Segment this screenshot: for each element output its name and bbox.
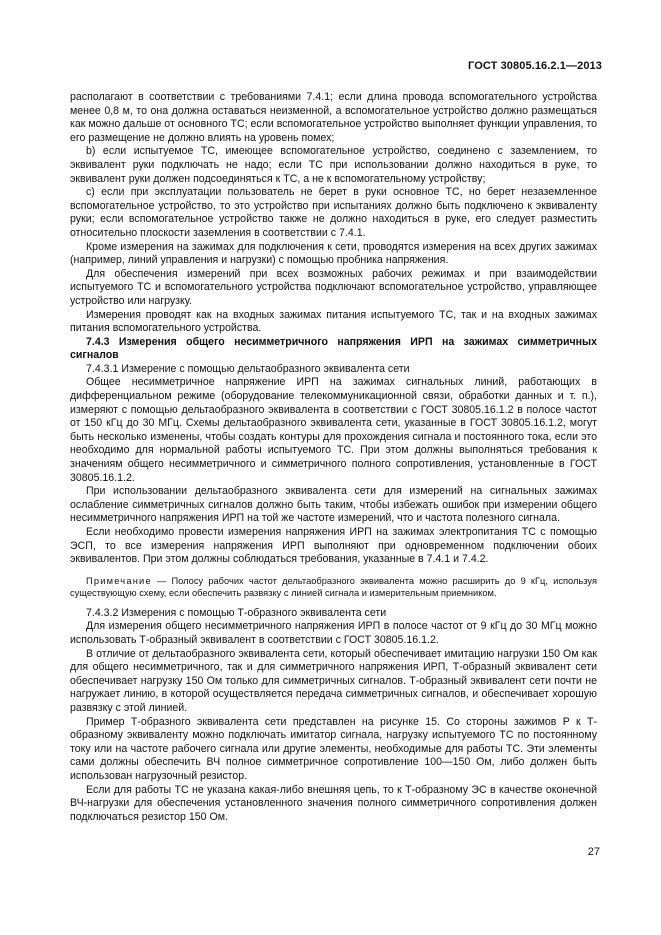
document-id-header: ГОСТ 30805.16.2.1—2013 [468, 60, 602, 72]
note [70, 575, 597, 599]
note-label: Примечание [86, 575, 152, 586]
page-number: 27 [587, 846, 600, 858]
list-item-c: c) если при эксплуатации пользователь не берет в руки основное ТС, но берет незаземленное вспомогательное устройство, то это устройство при испытаниях должно быть подключено к эквиваленту руки; если вспомогательное устройство также не должно находиться в руке, его следует разместить относительно плоскости заземления в соответствии с 7.4.1. [70, 186, 597, 239]
paragraph: При использовании дельтаобразного эквивалента сети для измерений на сигнальных зажимах ослабление симметричных сигналов должно быть таким, чтобы избежать ошибок при измерении общего несимметричного напряжения ИРП на той же частоте измерений, что и частота полезного сигнала. [70, 485, 597, 525]
list-item-b: b) если испытуемое ТС, имеющее вспомогательное устройство, соединено с заземлением, то эквивалент руки подключать не надо; если ТС при использовании должно находиться в руке, то эквивалент руки должен подсоединяться к ТС, а не к вспомогательному устройству; [70, 145, 597, 185]
paragraph: Пример Т-образного эквивалента сети представлен на рисунке 15. Со стороны зажимов P к Т-образному эквиваленту можно подключать имитатор сигнала, нагрузку испытуемого ТС по постоянному току или на частоте рабочего сигнала или другие элементы, необходимые для работы ТС. Эти элементы сами должны обеспечить ВЧ полное симметричное сопротивление 100—150 Ом, либо должен быть использован нагрузочный резистор. [70, 715, 597, 782]
paragraph: Для обеспечения измерений при всех возможных рабочих режимах и при взаимодействии испытуемого ТС и вспомогательного устройства подключают вспомогательное устройство, управляющее устройство или нагрузку. [70, 267, 597, 307]
paragraph: Для измерения общего несимметричного напряжения ИРП в полосе частот от 9 кГц до 30 МГц можно использовать Т-образный эквивалент в соответствии с ГОСТ 30805.16.1.2. [70, 620, 597, 646]
paragraph: В отличие от дельтаобразного эквивалента сети, который обеспечивает имитацию нагрузки 150 Ом как для общего несимметричного, так и для симметричного напряжения ИРП, Т-образный эквивалент сети обеспечивает нагрузку 150 Ом только для симметричных сигналов. Т-образный эквивалент сети почти не нагружает линию, в которой осуществляется передача симметричных сигналов, и обеспечивает хорошую развязку с этой линией. [70, 647, 597, 714]
subsection-heading-7-4-3-1: 7.4.3.1 Измерение с помощью дельтаобразного эквивалента сети [86, 362, 410, 375]
paragraph: Если необходимо провести измерения напряжения ИРП на зажимах электропитания ТС с помощью ЭСП, то все измерения напряжения ИРП выполняют при одновременном подключении обоих эквивалентов. При этом должны соблюдаться требования, указанные в 7.4.1 и 7.4.2. [70, 526, 597, 566]
paragraph: Если для работы ТС не указана какая-либо внешняя цепь, то к Т-образному ЭС в качестве оконечной ВЧ-нагрузки для обеспечения установленного значения полного симметричного сопротивления должен подключаться резистор 150 Ом. [70, 783, 597, 823]
subsection-heading-7-4-3-2: 7.4.3.2 Измерения с помощью Т-образного эквивалента сети [86, 606, 387, 619]
paragraph: Кроме измерения на зажимах для подключения к сети, проводятся измерения на всех других зажимах (например, линий управления и нагрузки) с помощью пробника напряжения. [70, 240, 597, 267]
section-heading-7-4-3: 7.4.3 Измерения общего несимметричного напряжения ИРП на зажимах симметричных сигналов [70, 335, 597, 362]
note-text: — Полосу рабочих частот дельтаобразного эквивалента можно расширить до 9 кГц, используя существующую схему, если обеспечить развязку с линией сигнала и измерительным приемником. [70, 575, 597, 598]
paragraph: Измерения проводят как на входных зажимах питания испытуемого ТС, так и на входных зажимах питания вспомогательного устройства. [70, 308, 597, 335]
paragraph: располагают в соответствии с требованиями 7.4.1; если длина провода вспомогательного устройства менее 0,8 м, то она должна оставаться неизменной, а вспомогательное устройство должно размещаться как можно дальше от основного ТС; если вспомогательное устройство выполняет функции управления, то его размещение не должно влиять на уровень помех; [70, 91, 597, 144]
paragraph: Общее несимметричное напряжение ИРП на зажимах сигнальных линий, работающих в дифференциальном режиме (оборудование телекоммуникационной связи, обработки данных и т. п.), измеряют с помощью дельтаобразного эквивалента в соответствии с ГОСТ 30805.16.1.2 в полосе частот от 150 кГц до 30 МГц. Схемы дельтаобразного эквивалента сети, указанные в ГОСТ 30805.16.1.2, могут быть несколько изменены, чтобы создать контуры для прохождения сигнала и постоянного тока, если это необходимо для нормальной работы испытуемого ТС. При этом должны выполняться требования к значениям общего несимметричного и симметричного полного сопротивления, установленные в ГОСТ 30805.16.1.2. [70, 376, 597, 484]
page-body [70, 91, 597, 824]
